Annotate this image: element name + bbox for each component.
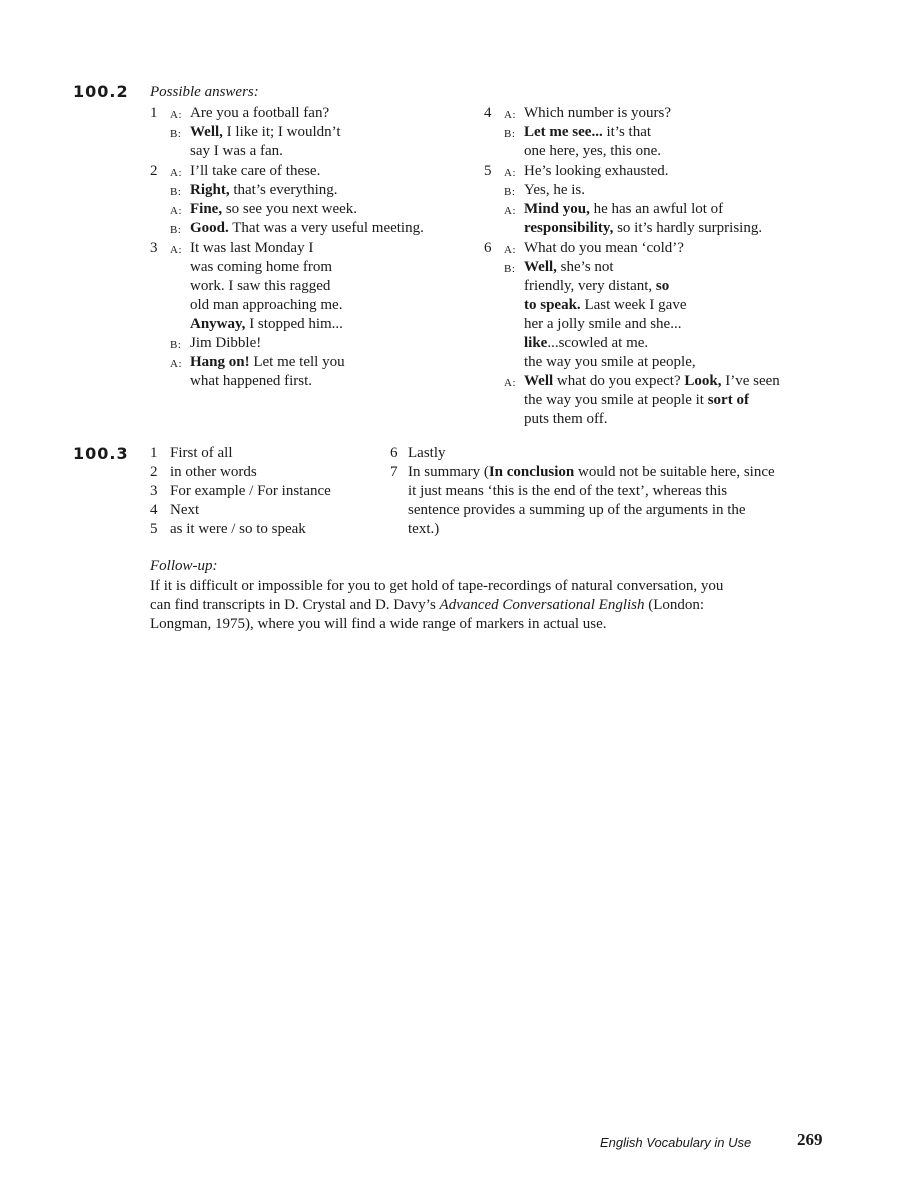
dialogue-line: [190, 181, 338, 200]
text-run: What do you mean ‘cold’?: [524, 240, 684, 256]
text-run: Well: [524, 373, 554, 389]
dialogue-line: [524, 104, 671, 123]
text-run: Last week I gave: [580, 297, 687, 313]
speaker-label: B:: [170, 128, 182, 140]
text-run: was coming home from: [190, 259, 333, 275]
text-run: Good.: [190, 220, 229, 236]
dialogue-line: [524, 315, 681, 334]
speaker-label: B:: [170, 224, 182, 236]
text-run: That was a very useful meeting.: [228, 220, 424, 236]
dialogue-line: [190, 123, 341, 142]
dialogue-line: [524, 334, 648, 353]
item-number: 2: [150, 163, 158, 179]
speaker-label: A:: [170, 109, 182, 121]
item-number: 5: [484, 163, 492, 179]
dialogue-line: [524, 410, 607, 429]
text-run: so: [652, 278, 670, 294]
dialogue-line: [524, 200, 723, 219]
text-run: say I was a fan.: [190, 143, 283, 159]
item-number: 6: [390, 445, 398, 461]
speaker-label: A:: [504, 109, 516, 121]
answer-text: For example / For instance: [170, 483, 331, 499]
text-run: he has an awful lot of: [589, 201, 724, 217]
text-run: Longman, 1975), where you will find a wide range of markers in actual use.: [150, 616, 607, 632]
text-run: In conclusion: [488, 464, 575, 480]
text-run: I stopped him...: [245, 316, 343, 332]
speaker-label: A:: [504, 205, 516, 217]
item-number: 1: [150, 105, 158, 121]
dialogue-line: [190, 200, 357, 219]
dialogue-line: [524, 142, 661, 161]
text-run: I’ve seen: [721, 373, 780, 389]
text-run: it just means ‘this is the end of the text’, whereas this: [408, 483, 728, 499]
text-run: what happened first.: [190, 373, 313, 389]
text-run: that’s everything.: [229, 182, 338, 198]
text-run: Let me see...: [524, 124, 603, 140]
text-run: Are you a football fan?: [190, 105, 330, 121]
dialogue-line: [524, 391, 749, 410]
dialogue-line: [190, 142, 283, 161]
speaker-label: A:: [170, 358, 182, 370]
text-run: Mind you,: [524, 201, 590, 217]
dialogue-line: [190, 372, 312, 391]
text-run: the way you smile at people it: [524, 392, 704, 408]
text-run: like: [524, 335, 548, 351]
dialogue-line: [190, 258, 332, 277]
dialogue-line: [190, 277, 330, 296]
speaker-label: B:: [504, 128, 516, 140]
text-run: the way you smile at people,: [524, 354, 696, 370]
text-run: Lastly: [408, 445, 446, 461]
text-run: Advanced Conversational English: [439, 597, 645, 613]
text-run: text.): [408, 521, 440, 537]
item-number: 4: [150, 502, 158, 518]
speaker-label: B:: [504, 186, 516, 198]
dialogue-line: [524, 372, 780, 391]
speaker-label: A:: [170, 244, 182, 256]
exercise-number-100-2: 100.2: [73, 82, 129, 101]
speaker-label: A:: [504, 167, 516, 179]
answer-text: First of all: [170, 445, 233, 461]
dialogue-line: [524, 181, 585, 200]
text-run: it’s that: [602, 124, 652, 140]
dialogue-line: [524, 239, 684, 258]
text-run: to speak.: [524, 297, 581, 313]
text-run: Right,: [190, 182, 230, 198]
speaker-label: A:: [504, 377, 516, 389]
item-number: 2: [150, 464, 158, 480]
answer-text: Next: [170, 502, 200, 518]
dialogue-line: [524, 219, 762, 238]
text-run: Hang on!: [190, 354, 250, 370]
dialogue-line: [524, 123, 651, 142]
text-run: sort of: [703, 392, 749, 408]
item-number: 1: [150, 445, 158, 461]
item-number: 5: [150, 521, 158, 537]
answer-text: [408, 463, 775, 482]
dialogue-line: [190, 315, 343, 334]
follow-up-line: [150, 577, 723, 596]
dialogue-line: [190, 219, 424, 238]
dialogue-line: [524, 353, 696, 372]
text-run: she’s not: [556, 259, 614, 275]
dialogue-line: [190, 296, 342, 315]
text-run: what do you expect?: [553, 373, 681, 389]
dialogue-line: [190, 334, 261, 353]
speaker-label: B:: [170, 339, 182, 351]
text-run: responsibility,: [524, 220, 614, 236]
text-run: Anyway,: [190, 316, 246, 332]
dialogue-line: [524, 258, 614, 277]
dialogue-line: [190, 104, 329, 123]
speaker-label: B:: [504, 263, 516, 275]
text-run: would not be suitable here, since: [574, 464, 775, 480]
dialogue-line: [190, 239, 313, 258]
exercise-number-100-3: 100.3: [73, 444, 129, 463]
speaker-label: A:: [504, 244, 516, 256]
item-number: 6: [484, 240, 492, 256]
text-run: Yes, he is.: [524, 182, 585, 198]
item-number: 7: [390, 464, 398, 480]
text-run: I like it; I wouldn’t: [222, 124, 341, 140]
text-run: work. I saw this ragged: [190, 278, 331, 294]
text-run: ...scowled at me.: [547, 335, 649, 351]
text-run: Look,: [680, 373, 722, 389]
text-run: her a jolly smile and she...: [524, 316, 682, 332]
text-run: I’ll take care of these.: [190, 163, 321, 179]
dialogue-line: [190, 353, 345, 372]
text-run: He’s looking exhausted.: [524, 163, 669, 179]
dialogue-line: [524, 162, 669, 181]
item-number: 3: [150, 483, 158, 499]
answer-text: [408, 444, 446, 463]
text-run: If it is difficult or impossible for you to get hold of tape-recordings of natural conversation, you: [150, 578, 724, 594]
dialogue-line: [190, 162, 320, 181]
text-run: one here, yes, this one.: [524, 143, 662, 159]
text-run: Well,: [524, 259, 557, 275]
text-run: puts them off.: [524, 411, 608, 427]
footer-book-title: English Vocabulary in Use: [600, 1135, 752, 1150]
speaker-label: A:: [170, 167, 182, 179]
answer-text: [408, 501, 746, 520]
text-run: (London:: [644, 597, 705, 613]
text-run: Well,: [190, 124, 223, 140]
speaker-label: A:: [170, 205, 182, 217]
answer-text: [408, 520, 439, 539]
text-run: friendly, very distant,: [524, 278, 653, 294]
answer-text: in other words: [170, 464, 257, 480]
follow-up-line: [150, 615, 607, 634]
text-run: so it’s hardly surprising.: [613, 220, 763, 236]
speaker-label: B:: [170, 186, 182, 198]
item-number: 3: [150, 240, 158, 256]
text-run: Jim Dibble!: [190, 335, 262, 351]
text-run: old man approaching me.: [190, 297, 343, 313]
text-run: In summary (: [408, 464, 489, 480]
possible-answers-heading: Possible answers:: [150, 84, 259, 100]
text-run: can find transcripts in D. Crystal and D. Davy’s: [150, 597, 440, 613]
follow-up-line: [150, 596, 704, 615]
follow-up-heading: Follow-up:: [150, 558, 218, 574]
answer-text: as it were / so to speak: [170, 521, 306, 537]
text-run: so see you next week.: [222, 201, 358, 217]
text-run: Fine,: [190, 201, 223, 217]
dialogue-line: [524, 296, 686, 315]
page-number: 269: [797, 1130, 823, 1149]
text-run: Let me tell you: [249, 354, 345, 370]
answer-text: [408, 482, 727, 501]
text-run: sentence provides a summing up of the arguments in the: [408, 502, 746, 518]
item-number: 4: [484, 105, 492, 121]
text-run: Which number is yours?: [524, 105, 672, 121]
dialogue-line: [524, 277, 669, 296]
text-run: It was last Monday I: [190, 240, 314, 256]
